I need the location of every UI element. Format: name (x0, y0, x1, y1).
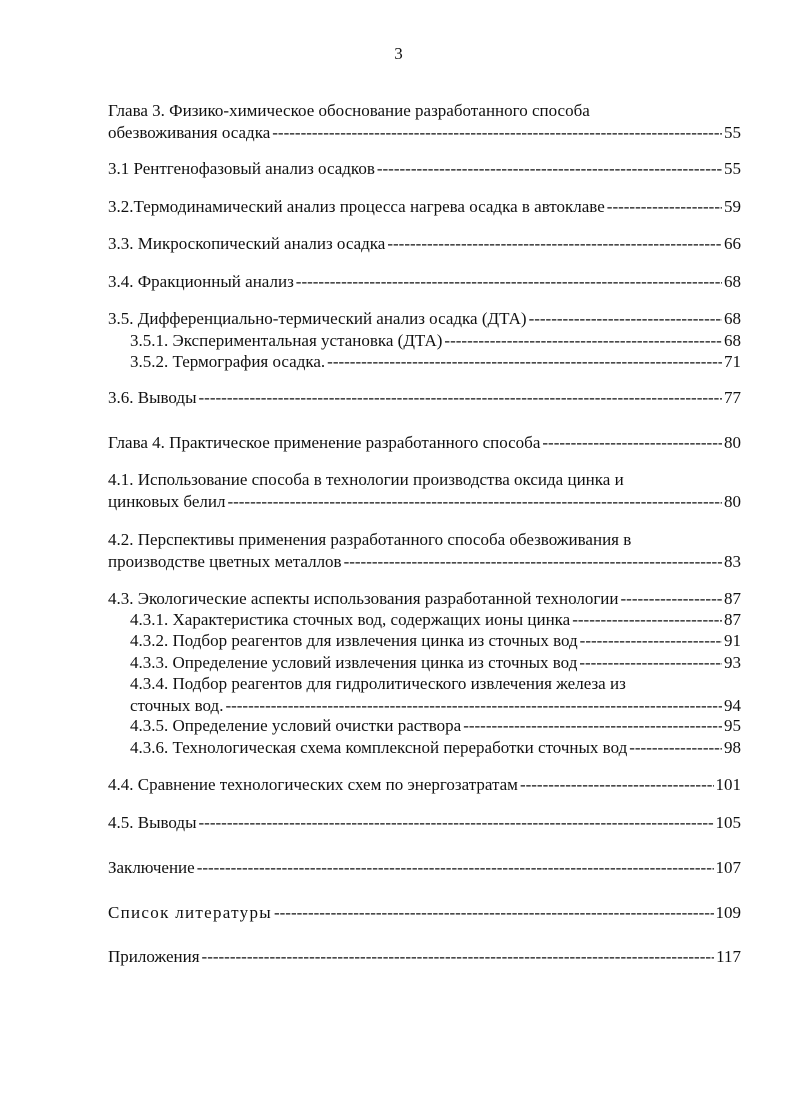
toc-dot-leader (572, 609, 722, 631)
toc-dot-leader (387, 233, 722, 255)
toc-entry-appendices (108, 946, 741, 968)
toc-entry-3-3 (108, 233, 741, 255)
toc-page-number: 68 (724, 309, 741, 328)
toc-entry-title: 3.1 Рентгенофазовый анализ осадков (108, 159, 375, 178)
toc-page-number: 91 (724, 631, 741, 650)
toc-entry-title: 4.3.4. Подбор реагентов для гидролитического извлечения железа из (130, 674, 626, 693)
toc-entry-4-3-5 (108, 715, 741, 737)
toc-entry-chapter-4 (108, 432, 741, 454)
toc-dot-leader (225, 695, 722, 717)
toc-dot-leader (621, 588, 723, 610)
toc-entry-3-1 (108, 158, 741, 180)
toc-dot-leader (272, 122, 722, 144)
toc-entry-title: 4.2. Перспективы применения разработанного способа обезвоживания в (108, 530, 632, 549)
toc-dot-leader (579, 652, 722, 674)
toc-entry-title: 3.2.Термодинамический анализ процесса нагрева осадка в автоклаве (108, 197, 605, 216)
page-number: 3 (394, 44, 403, 63)
toc-entry-title: 4.1. Использование способа в технологии производства оксида цинка и (108, 470, 624, 489)
toc-entry-title: Заключение (108, 858, 195, 877)
toc-entry-title: 4.5. Выводы (108, 813, 197, 832)
toc-page-number: 87 (724, 589, 741, 608)
toc-entry-title: 3.6. Выводы (108, 388, 197, 407)
toc-entry-title-continued: обезвоживания осадка (108, 123, 271, 142)
toc-entry-title: 4.3.2. Подбор реагентов для извлечения цинка из сточных вод (130, 631, 578, 650)
toc-entry-chapter-3 (108, 100, 741, 144)
toc-dot-leader (197, 857, 714, 879)
toc-entry-title: 4.3.5. Определение условий очистки раствора (130, 716, 462, 735)
toc-dot-leader (227, 491, 722, 513)
toc-dot-leader (202, 946, 715, 968)
toc-entry-conclusion (108, 857, 741, 879)
toc-dot-leader (377, 158, 722, 180)
toc-entry-title-continued: производстве цветных металлов (108, 552, 342, 571)
toc-entry-4-3-3 (108, 652, 741, 674)
toc-entry-4-3-1 (108, 609, 741, 631)
toc-page-number: 83 (724, 552, 741, 571)
toc-entry-title: 4.3.3. Определение условий извлечения цинка из сточных вод (130, 653, 578, 672)
toc-entry-title: 3.5.1. Экспериментальная установка (ДТА) (130, 331, 443, 350)
toc-page-number: 93 (724, 653, 741, 672)
toc-entry-title: Список литературы (108, 903, 272, 922)
toc-page-number: 80 (724, 433, 741, 452)
toc-entry-title: 4.3.6. Технологическая схема комплексной переработки сточных вод (130, 738, 628, 757)
toc-page-number: 66 (724, 234, 741, 253)
toc-entry-3-2 (108, 196, 741, 218)
toc-entry-4-5 (108, 812, 741, 834)
toc-page-number: 59 (724, 197, 741, 216)
toc-entry-title: 4.3. Экологические аспекты использования разработанной технологии (108, 589, 619, 608)
toc-dot-leader (463, 715, 722, 737)
toc-entry-4-2 (108, 529, 741, 573)
toc-dot-leader (629, 737, 722, 759)
toc-entry-3-4 (108, 271, 741, 293)
toc-entry-3-5 (108, 308, 741, 330)
toc-dot-leader (542, 432, 722, 454)
toc-entry-title: Глава 4. Практическое применение разработанного способа (108, 433, 541, 452)
toc-page-number: 98 (724, 738, 741, 757)
toc-entry-title: 3.4. Фракционный анализ (108, 272, 294, 291)
toc-entry-4-3-2 (108, 630, 741, 652)
toc-dot-leader (274, 902, 714, 924)
toc-entry-references (108, 902, 741, 924)
toc-entry-title: 3.3. Микроскопический анализ осадка (108, 234, 386, 253)
toc-entry-title: Приложения (108, 947, 200, 966)
toc-dot-leader (344, 551, 722, 573)
toc-entry-3-6 (108, 387, 741, 409)
toc-entry-3-5-2 (108, 351, 741, 373)
toc-entry-title: Глава 3. Физико-химическое обоснование разработанного способа (108, 101, 590, 120)
toc-entry-title: 4.3.1. Характеристика сточных вод, содержащих ионы цинка (130, 610, 571, 629)
toc-entry-4-3 (108, 588, 741, 610)
toc-page-number: 117 (716, 947, 741, 966)
toc-page-number: 87 (724, 610, 741, 629)
toc-dot-leader (607, 196, 722, 218)
toc-dot-leader (444, 330, 722, 352)
toc-page-number: 101 (715, 775, 741, 794)
toc-page-number: 55 (724, 123, 741, 142)
toc-entry-title-continued: сточных вод. (130, 696, 224, 715)
toc-page-number: 95 (724, 716, 741, 735)
toc-dot-leader (296, 271, 722, 293)
toc-page-number: 80 (724, 492, 741, 511)
toc-dot-leader (327, 351, 722, 373)
toc-page-number: 71 (724, 352, 741, 371)
toc-entry-title: 3.5.2. Термография осадка. (130, 352, 326, 371)
toc-entry-4-4 (108, 774, 741, 796)
toc-page-number: 77 (724, 388, 741, 407)
toc-page-number: 109 (715, 903, 741, 922)
toc-entry-3-5-1 (108, 330, 741, 352)
toc-dot-leader (520, 774, 714, 796)
toc-entry-title: 3.5. Дифференциально-термический анализ осадка (ДТА) (108, 309, 527, 328)
toc-dot-leader (529, 308, 722, 330)
toc-entry-4-3-4 (108, 673, 741, 717)
toc-entry-title: 4.4. Сравнение технологических схем по энергозатратам (108, 775, 518, 794)
toc-entry-title-continued: цинковых белил (108, 492, 226, 511)
toc-dot-leader (199, 387, 722, 409)
toc-page-number: 68 (724, 331, 741, 350)
toc-page-number: 107 (715, 858, 741, 877)
toc-page-number: 55 (724, 159, 741, 178)
toc-page-number: 94 (724, 696, 741, 715)
toc-dot-leader (580, 630, 722, 652)
toc-page-number: 105 (715, 813, 741, 832)
toc-dot-leader (199, 812, 714, 834)
toc-entry-4-3-6 (108, 737, 741, 759)
toc-page-number: 68 (724, 272, 741, 291)
toc-entry-4-1 (108, 469, 741, 513)
